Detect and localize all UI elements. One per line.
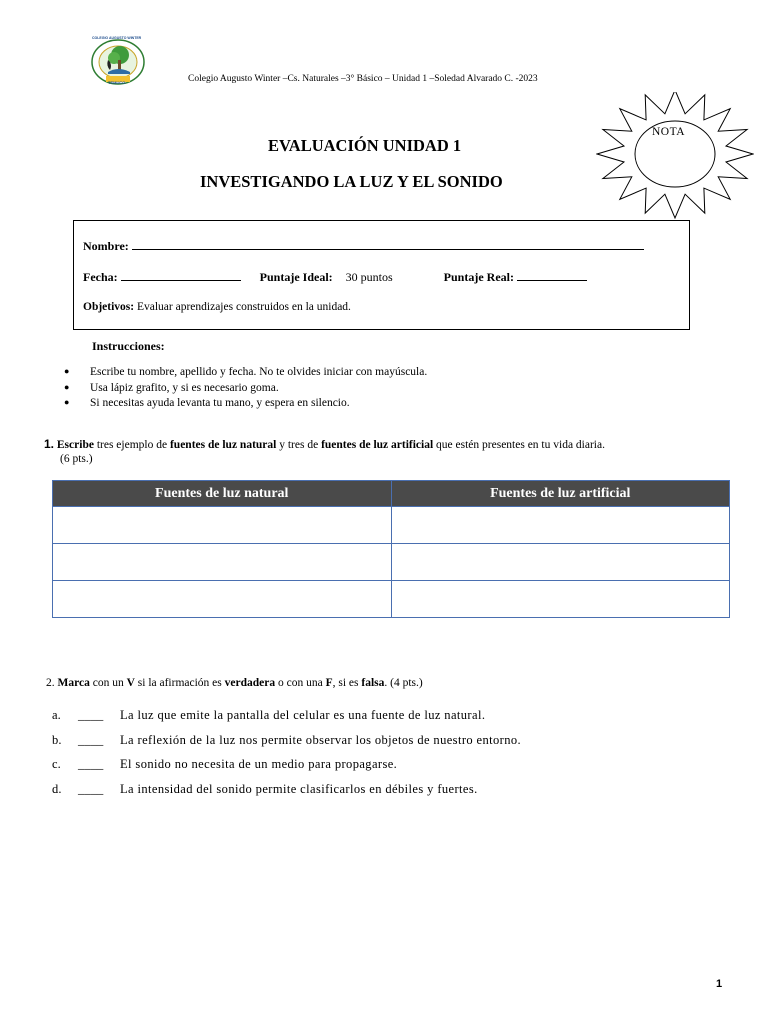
q1-text: y tres de bbox=[276, 439, 322, 451]
table-row bbox=[53, 581, 730, 618]
ideal-score-value: 30 puntos bbox=[345, 270, 393, 284]
date-label: Fecha: bbox=[83, 270, 118, 284]
item-letter: d. bbox=[52, 782, 62, 796]
objectives-text: Evaluar aprendizajes construidos en la unidad. bbox=[136, 301, 351, 313]
light-sources-table bbox=[52, 480, 730, 618]
date-score-row bbox=[83, 270, 587, 285]
answer-cell[interactable] bbox=[391, 544, 730, 581]
q2-keyword: verdadera bbox=[224, 677, 276, 689]
q2-text: . (4 pts.) bbox=[384, 677, 423, 689]
q2-text: si la afirmación es bbox=[134, 677, 225, 689]
item-statement: La reflexión de la luz nos permite observar los objetos de nuestro entorno. bbox=[120, 733, 522, 747]
q1-keyword: Escribe bbox=[56, 439, 94, 451]
school-logo bbox=[86, 36, 150, 88]
q2-keyword: falsa bbox=[361, 677, 385, 689]
logo-top-text: COLEGIO AUGUSTO WINTER bbox=[92, 36, 142, 40]
item-letter: b. bbox=[52, 733, 62, 747]
header-line: Colegio Augusto Winter –Cs. Naturales –3° Básico – Unidad 1 –Soledad Alvarado C. -2023 bbox=[188, 74, 538, 84]
q1-keyword: fuentes de luz artificial bbox=[321, 439, 434, 451]
item-letter: c. bbox=[52, 757, 61, 771]
grade-badge bbox=[596, 92, 754, 220]
question-number: 1. bbox=[44, 437, 55, 451]
objectives-row bbox=[83, 301, 351, 313]
answer-cell[interactable] bbox=[53, 544, 392, 581]
student-info-box bbox=[73, 220, 690, 330]
q1-text: tres ejemplo de bbox=[93, 439, 170, 451]
column-header-artificial: Fuentes de luz artificial bbox=[391, 481, 730, 507]
name-row bbox=[83, 239, 644, 254]
answer-blank[interactable]: ____ bbox=[78, 708, 104, 722]
q1-points: (6 pts.) bbox=[60, 453, 93, 465]
question-2 bbox=[46, 677, 423, 689]
date-field[interactable] bbox=[121, 270, 241, 281]
table-row bbox=[53, 544, 730, 581]
question-1 bbox=[44, 437, 744, 466]
answer-cell[interactable] bbox=[391, 507, 730, 544]
objectives-label: Objetivos: bbox=[83, 301, 135, 313]
page-number: 1 bbox=[716, 978, 723, 990]
answer-cell[interactable] bbox=[53, 507, 392, 544]
q1-keyword: fuentes de luz natural bbox=[169, 439, 277, 451]
name-label: Nombre: bbox=[83, 239, 129, 253]
bullet-icon: ● bbox=[64, 397, 70, 407]
q2-text: , si es bbox=[332, 677, 362, 689]
logo-bottom-text: TEMUCO bbox=[108, 80, 126, 85]
q2-keyword: F bbox=[325, 677, 333, 689]
bullet-icon: ● bbox=[64, 366, 70, 376]
item-statement: El sonido no necesita de un medio para propagarse. bbox=[120, 757, 398, 771]
answer-cell[interactable] bbox=[391, 581, 730, 618]
real-score-field[interactable] bbox=[517, 270, 587, 281]
column-header-natural: Fuentes de luz natural bbox=[53, 481, 392, 507]
answer-cell[interactable] bbox=[53, 581, 392, 618]
grade-label: NOTA bbox=[652, 126, 686, 138]
table-row bbox=[53, 507, 730, 544]
item-statement: La luz que emite la pantalla del celular es una fuente de luz natural. bbox=[120, 708, 486, 722]
name-field[interactable] bbox=[132, 239, 644, 250]
page-title: EVALUACIÓN UNIDAD 1 bbox=[268, 136, 462, 155]
answer-blank[interactable]: ____ bbox=[78, 733, 104, 747]
q2-text: o con una bbox=[275, 677, 326, 689]
bullet-icon: ● bbox=[64, 381, 70, 392]
real-score-label: Puntaje Real: bbox=[443, 270, 514, 284]
page-subtitle: INVESTIGANDO LA LUZ Y EL SONIDO bbox=[200, 172, 503, 191]
q2-text: con un bbox=[89, 677, 127, 689]
answer-blank[interactable]: ____ bbox=[78, 757, 104, 771]
ideal-score-label: Puntaje Ideal: bbox=[259, 270, 333, 284]
q1-text: que estén presentes en tu vida diaria. bbox=[433, 439, 605, 451]
instructions-title: Instrucciones: bbox=[92, 339, 165, 353]
table-header-row bbox=[53, 481, 730, 507]
item-statement: La intensidad del sonido permite clasificarlos en débiles y fuertes. bbox=[120, 782, 478, 796]
q2-keyword: Marca bbox=[57, 677, 90, 689]
q2-keyword: V bbox=[126, 677, 135, 689]
question-number: 2. bbox=[46, 677, 55, 689]
answer-blank[interactable]: ____ bbox=[78, 782, 104, 796]
item-letter: a. bbox=[52, 708, 61, 722]
